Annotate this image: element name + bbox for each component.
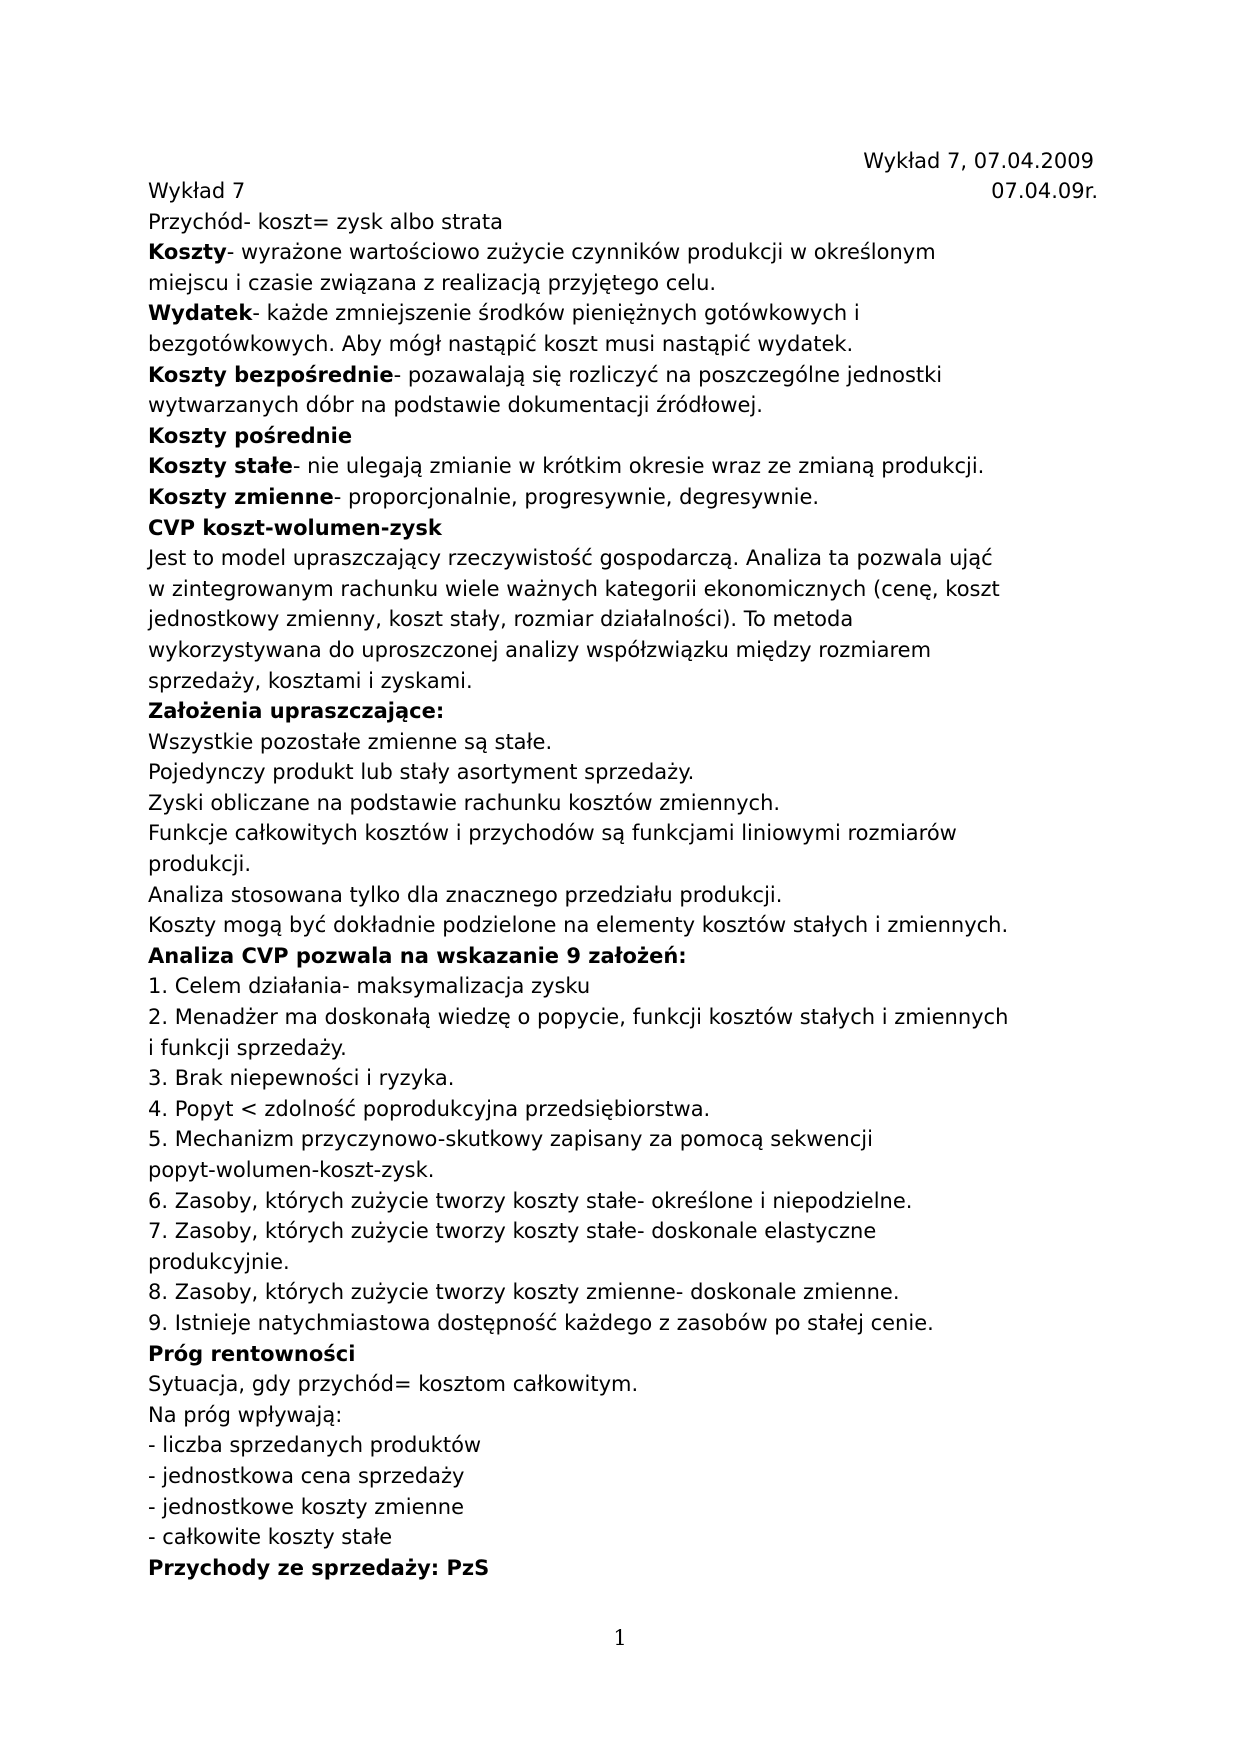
zalozenia-line: Analiza stosowana tylko dla znacznego przedziału produkcji. (148, 882, 783, 907)
stale-line (148, 451, 1098, 482)
zalozenia-line: produkcji. (148, 852, 252, 877)
wydatek-term: Wydatek (148, 301, 253, 326)
cvp-line: wykorzystywana do uproszczonej analizy współzwiązku między rozmiarem (148, 637, 932, 662)
koszty-term: Koszty (148, 240, 227, 265)
lecture-title: Wykład 7 (148, 179, 246, 203)
bezposrednie-term: Koszty bezpośrednie (148, 362, 394, 387)
prog-line: Na próg wpływają: (148, 1402, 343, 1427)
prog-heading: Próg rentowności (148, 1341, 356, 1366)
zalozenia-line: Koszty mogą być dokładnie podzielone na elementy kosztów stałych i zmiennych. (148, 913, 1009, 938)
title-row (148, 176, 1098, 207)
stale-term: Koszty stałe (148, 454, 293, 479)
stale-def: - nie ulegają zmianie w krótkim okresie wraz ze zmianą produkcji. (292, 454, 985, 479)
cvp-line: sprzedaży, kosztami i zyskami. (148, 668, 473, 693)
cvp-line: jednostkowy zmienny, koszt stały, rozmiar działalności). To metoda (148, 607, 854, 632)
prog-line: - jednostkowa cena sprzedaży (148, 1463, 465, 1488)
posrednie-heading: Koszty pośrednie (148, 423, 353, 448)
analiza-line: popyt-wolumen-koszt-zysk. (148, 1158, 435, 1182)
analiza-line: 6. Zasoby, których zużycie tworzy koszty stałe- określone i niepodzielne. (148, 1188, 913, 1213)
przychody-heading: Przychody ze sprzedaży: PzS (148, 1555, 490, 1580)
wydatek-line-2: bezgotówkowych. Aby mógł nastąpić koszt musi nastąpić wydatek. (148, 331, 854, 356)
bezposrednie-line-1 (148, 360, 1098, 391)
page-number: 1 (613, 1626, 627, 1650)
analiza-line: produkcyjnie. (148, 1249, 290, 1274)
analiza-line: 9. Istnieje natychmiastowa dostępność każdego z zasobów po stałej cenie. (148, 1310, 934, 1335)
zmienne-term: Koszty zmienne (148, 484, 334, 509)
zalozenia-line: Wszystkie pozostałe zmienne są stałe. (148, 729, 553, 754)
zmienne-line (148, 482, 1098, 513)
analiza-line: 7. Zasoby, których zużycie tworzy koszty stałe- doskonale elastyczne (148, 1219, 877, 1244)
header-date: Wykład 7, 07.04.2009 (863, 149, 1094, 173)
analiza-line: 4. Popyt < zdolność poprodukcyjna przedsiębiorstwa. (148, 1096, 711, 1121)
analiza-line: 5. Mechanizm przyczynowo-skutkowy zapisany za pomocą sekwencji (148, 1127, 873, 1152)
intro-line: Przychód- koszt= zysk albo strata (148, 209, 503, 234)
zalozenia-line: Zyski obliczane na podstawie rachunku kosztów zmiennych. (148, 790, 781, 815)
zalozenia-line: Funkcje całkowitych kosztów i przychodów są funkcjami liniowymi rozmiarów (148, 821, 957, 846)
zmienne-def: - proporcjonalnie, progresywnie, degresywnie. (333, 484, 820, 509)
prog-line: - liczba sprzedanych produktów (148, 1433, 482, 1458)
prog-line: Sytuacja, gdy przychód= kosztom całkowitym. (148, 1372, 639, 1397)
bezposrednie-line-2: wytwarzanych dóbr na podstawie dokumentacji źródłowej. (148, 393, 763, 418)
analiza-line: 8. Zasoby, których zużycie tworzy koszty zmienne- doskonale zmienne. (148, 1280, 900, 1305)
analiza-heading: Analiza CVP pozwala na wskazanie 9 założeń: (148, 943, 687, 968)
prog-line: - całkowite koszty stałe (148, 1525, 393, 1550)
cvp-heading: CVP koszt-wolumen-zysk (148, 515, 442, 540)
analiza-line: 1. Celem działania- maksymalizacja zysku (148, 974, 591, 999)
zalozenia-line: Pojedynczy produkt lub stały asortyment sprzedaży. (148, 760, 695, 785)
prog-line: - jednostkowe koszty zmienne (148, 1494, 465, 1519)
cvp-line: Jest to model upraszczający rzeczywistość gospodarczą. Analiza ta pozwala ująć (148, 546, 993, 571)
cvp-line: w zintegrowanym rachunku wiele ważnych kategorii ekonomicznych (cenę, koszt (148, 576, 1000, 601)
koszty-line-1 (148, 237, 1098, 268)
koszty-line-2: miejscu i czasie związana z realizacją przyjętego celu. (148, 270, 717, 295)
zalozenia-heading: Założenia upraszczające: (148, 699, 445, 724)
analiza-line: 2. Menadżer ma doskonałą wiedzę o popycie, funkcji kosztów stałych i zmiennych (148, 1005, 1009, 1030)
document-body (148, 176, 1098, 1583)
analiza-line: i funkcji sprzedaży. (148, 1035, 347, 1060)
lecture-date: 07.04.09r. (991, 179, 1098, 203)
analiza-line: 3. Brak niepewności i ryzyka. (148, 1066, 455, 1091)
koszty-def: - wyrażone wartościowo zużycie czynników produkcji w określonym (226, 240, 936, 265)
wydatek-line-1 (148, 298, 1098, 329)
bezposrednie-def: - pozawalają się rozliczyć na poszczególne jednostki (393, 362, 943, 387)
wydatek-def: - każde zmniejszenie środków pieniężnych gotówkowych i (252, 301, 860, 326)
